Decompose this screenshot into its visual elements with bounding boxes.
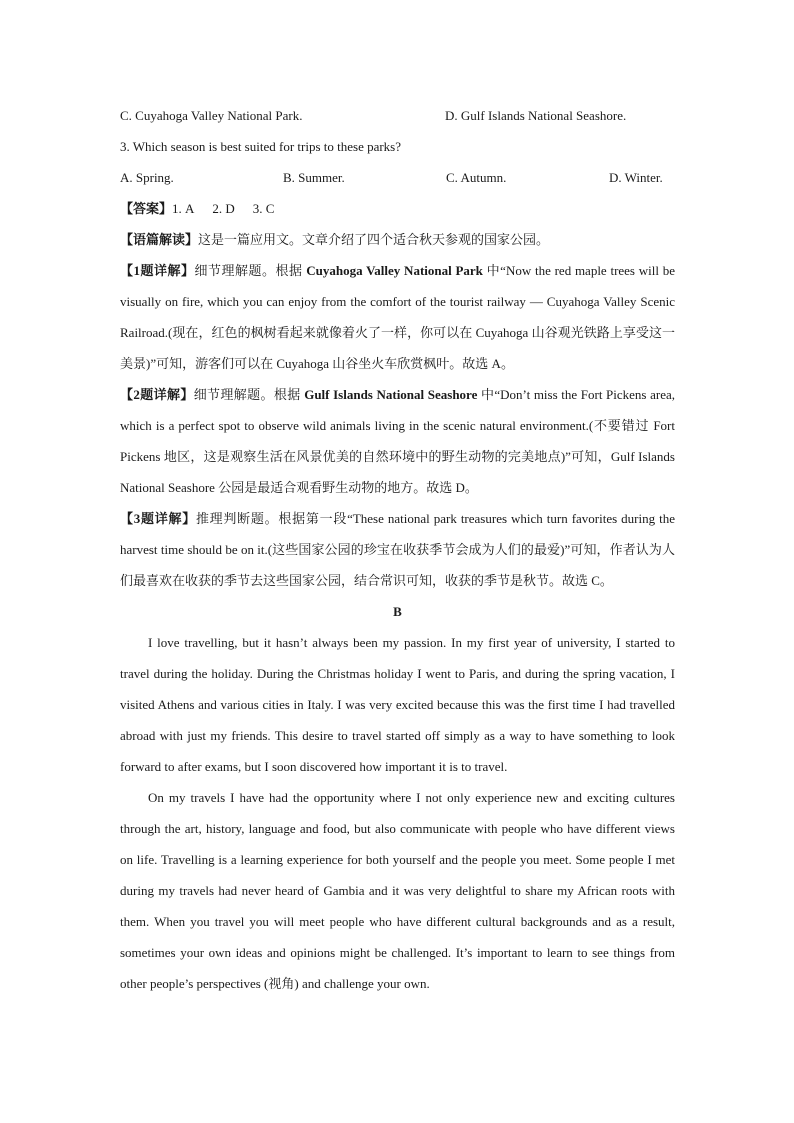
explanation-1-body: 中“Now the red maple trees will be visually on fire, which you can enjoy from the comfort of the tourist railway — Cuyahoga Valley Scenic Railroad.(现在，红色的枫树看起来就像着火了一样，你可以在 Cuyahoga 山谷观光铁路上享受这一美景)”可知，游客们可以在 Cuyahoga 山谷坐火车欣赏枫叶。故选 A。 [120,263,675,371]
passage-analysis [120,224,675,255]
explanation-1 [120,255,675,379]
q3-options-row [120,162,675,193]
explanation-1-park-name: Cuyahoga Valley National Park [306,263,483,278]
q3-option-c: C. Autumn. [446,170,507,185]
q3-option-b: B. Summer. [283,170,345,185]
explanation-1-intro: 细节理解题。根据 [194,263,307,278]
explanation-2 [120,379,675,503]
q3-option-a: A. Spring. [120,170,174,185]
explanation-3 [120,503,675,596]
analysis-label: 【语篇解读】 [120,232,199,247]
explanation-1-label: 【1题详解】 [120,263,195,278]
answer-line [120,193,675,224]
explanation-2-body: 中“Don’t miss the Fort Pickens area, which is a perfect spot to observe wild animals living in the scenic natural environment.(不要错过 Fort Pickens 地区，这是观察生活在风景优美的自然环境中的野生动物的完美地点)”可知，Gulf Islands National Seashore 公园是最适合观看野生动物的地方。故选 D。 [120,387,675,495]
explanation-2-park-name: Gulf Islands National Seashore [304,387,478,402]
explanation-2-label: 【2题详解】 [120,387,194,402]
q3-option-d: D. Winter. [609,170,663,185]
q2-option-d: D. Gulf Islands National Seashore. [445,108,627,123]
explanation-3-label: 【3题详解】 [120,511,196,526]
answer-label: 【答案】 [120,201,173,216]
document-page [120,100,675,999]
section-b-paragraph-2: On my travels I have had the opportunity where I not only experience new and exciting cultures through the art, history, language and food, but also communicate with people who have different views on life. Travelling is a learning experience for both yourself and the people you meet. Some people I met during my travels had never heard of Gambia and it was very delightful to share my African roots with them. When you travel you will meet people who have different cultural backgrounds and as a result, sometimes your own ideas and opinions might be challenged. It’s important to learn to see things from other people’s perspectives (视角) and challenge your own. [120,790,675,991]
answer-item-1: 1. A [172,201,195,216]
q2-option-c: C. Cuyahoga Valley National Park. [120,108,303,123]
analysis-text: 这是一篇应用文。文章介绍了四个适合秋天参观的国家公园。 [198,232,550,247]
explanation-2-intro: 细节理解题。根据 [193,387,305,402]
answer-item-3: 3. C [252,201,275,216]
explanation-3-body: 推理判断题。根据第一段“These national park treasures which turn favorites during the harvest time should be on it.(这些国家公园的珍宝在收获季节会成为人们的最爱)”可知，作者认为人们最喜欢在收获的季节去这些国家公园，结合常识可知，收获的季节是秋节。故选 C。 [120,511,675,588]
q3-question: 3. Which season is best suited for trips to these parks? [120,139,402,154]
section-b-heading: B [393,604,402,619]
q2-options-row [120,100,675,131]
section-b-paragraph-1: I love travelling, but it hasn’t always been my passion. In my first year of university, I started to travel during the holiday. During the Christmas holiday I went to Paris, and during the spring vacation, I visited Athens and various cities in Italy. I was very excited because this was the first time I had travelled abroad with just my friends. This desire to travel started off simply as a way to have something to look forward to after exams, but I soon discovered how important it is to travel. [120,635,675,774]
answer-item-2: 2. D [212,201,235,216]
